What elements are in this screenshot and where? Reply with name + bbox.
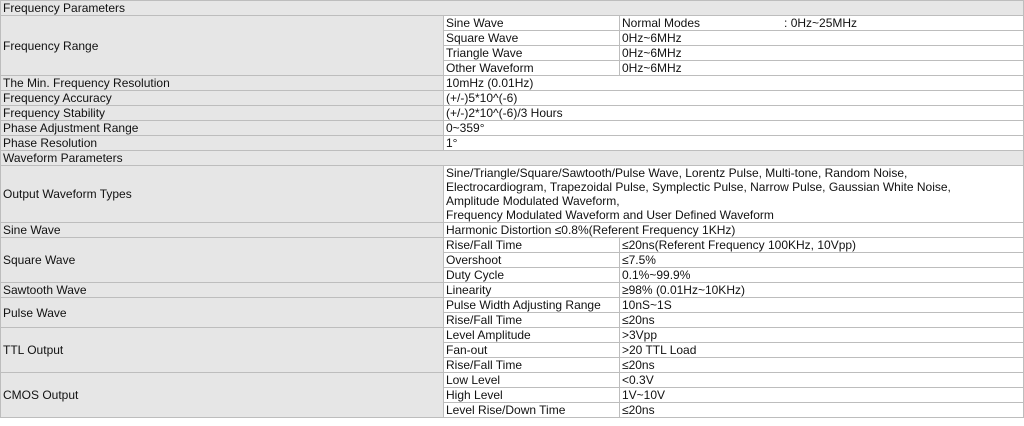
table-row — [1, 136, 1024, 151]
table-row — [1, 223, 1024, 238]
row-label: Phase Resolution — [1, 136, 444, 151]
table-row — [1, 166, 1024, 223]
sub-label: Sine Wave — [444, 16, 620, 31]
row-value: 0Hz~6MHz — [620, 46, 1024, 61]
row-value: 10mHz (0.01Hz) — [444, 76, 1024, 91]
row-label: Output Waveform Types — [1, 166, 444, 223]
sub-label: Rise/Fall Time — [444, 313, 620, 328]
section-title: Frequency Parameters — [1, 1, 1024, 16]
row-label: Frequency Stability — [1, 106, 444, 121]
row-value: ≤20ns — [620, 358, 1024, 373]
row-value-multiline — [444, 166, 1024, 223]
row-value: 0.1%~99.9% — [620, 268, 1024, 283]
row-label: Sawtooth Wave — [1, 283, 444, 298]
table-row — [1, 328, 1024, 343]
row-value: >3Vpp — [620, 328, 1024, 343]
sub-label: Level Amplitude — [444, 328, 620, 343]
sub-label: Level Rise/Down Time — [444, 403, 620, 418]
sub-label: Overshoot — [444, 253, 620, 268]
text-line: Sine/Triangle/Square/Sawtooth/Pulse Wave, Lorentz Pulse, Multi-tone, Random Noise, — [446, 166, 908, 180]
row-value: 0~359° — [444, 121, 1024, 136]
sub-label: Linearity — [444, 283, 620, 298]
row-label: TTL Output — [1, 328, 444, 373]
text-line: Frequency Modulated Waveform and User Defined Waveform — [446, 208, 774, 222]
row-label: The Min. Frequency Resolution — [1, 76, 444, 91]
sub-label: Pulse Width Adjusting Range — [444, 298, 620, 313]
row-value: ≤20ns(Referent Frequency 100KHz, 10Vpp) — [620, 238, 1024, 253]
sub-label: Rise/Fall Time — [444, 238, 620, 253]
value-range: : 0Hz~25MHz — [784, 16, 858, 30]
row-value: ≤20ns — [620, 403, 1024, 418]
table-row — [1, 76, 1024, 91]
section-header-row — [1, 1, 1024, 16]
row-label: Square Wave — [1, 238, 444, 283]
row-label: Frequency Range — [1, 16, 444, 76]
section-title: Waveform Parameters — [1, 151, 1024, 166]
text-line: Amplitude Modulated Waveform, — [446, 194, 620, 208]
row-value: ≤7.5% — [620, 253, 1024, 268]
sub-label: Square Wave — [444, 31, 620, 46]
section-header-row — [1, 151, 1024, 166]
row-value: 1° — [444, 136, 1024, 151]
row-value: 1V~10V — [620, 388, 1024, 403]
table-row — [1, 91, 1024, 106]
sub-label: Rise/Fall Time — [444, 358, 620, 373]
text-line: Electrocardiogram, Trapezoidal Pulse, Symplectic Pulse, Narrow Pulse, Gaussian White Noise, — [446, 180, 951, 194]
table-row — [1, 283, 1024, 298]
sub-label: Other Waveform — [444, 61, 620, 76]
table-row — [1, 121, 1024, 136]
table-row — [1, 238, 1024, 253]
sub-label: Fan-out — [444, 343, 620, 358]
sub-label: Duty Cycle — [444, 268, 620, 283]
row-value: ≤20ns — [620, 313, 1024, 328]
row-label: CMOS Output — [1, 373, 444, 418]
row-value: ≥98% (0.01Hz~10KHz) — [620, 283, 1024, 298]
row-label: Frequency Accuracy — [1, 91, 444, 106]
table-row — [1, 373, 1024, 388]
row-label: Phase Adjustment Range — [1, 121, 444, 136]
sub-label: Low Level — [444, 373, 620, 388]
row-value: (+/-)2*10^(-6)/3 Hours — [444, 106, 1024, 121]
row-label: Pulse Wave — [1, 298, 444, 328]
sub-label: High Level — [444, 388, 620, 403]
row-label: Sine Wave — [1, 223, 444, 238]
row-value: <0.3V — [620, 373, 1024, 388]
table-row — [1, 16, 1024, 31]
row-value: (+/-)5*10^(-6) — [444, 91, 1024, 106]
sub-label: Triangle Wave — [444, 46, 620, 61]
value-mode: Normal Modes — [622, 16, 701, 30]
row-value: Harmonic Distortion ≤0.8%(Referent Frequency 1KHz) — [444, 223, 1024, 238]
row-value: 0Hz~6MHz — [620, 31, 1024, 46]
table-row — [1, 106, 1024, 121]
table-row — [1, 298, 1024, 313]
row-value: >20 TTL Load — [620, 343, 1024, 358]
row-value: 0Hz~6MHz — [620, 61, 1024, 76]
row-value — [620, 16, 1024, 31]
row-value: 10nS~1S — [620, 298, 1024, 313]
